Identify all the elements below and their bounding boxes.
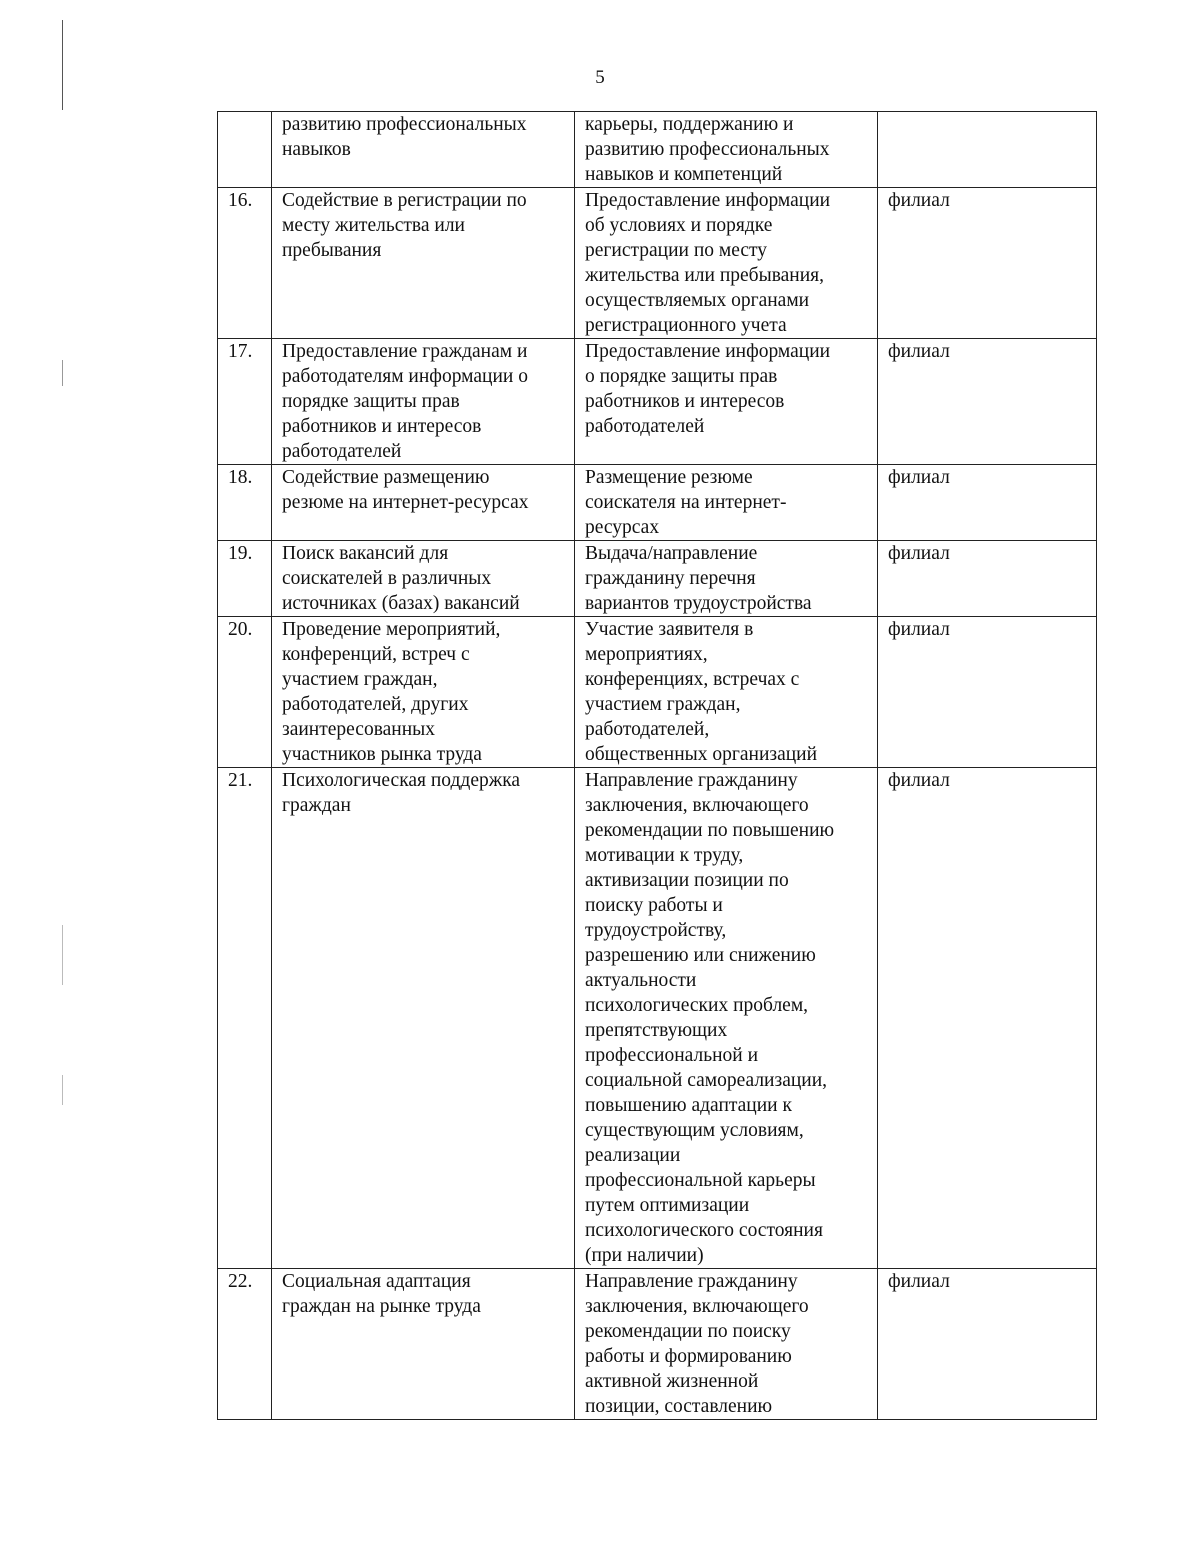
service-name-line: работодателям информации о — [282, 366, 528, 387]
service-result-cell — [575, 339, 878, 465]
service-result-line: существующим условиям, — [585, 1120, 804, 1141]
service-result-line: соискателя на интернет- — [585, 492, 787, 513]
service-name-cell — [272, 339, 575, 465]
service-result-line: работников и интересов — [585, 391, 785, 412]
service-result-line: активной жизненной — [585, 1371, 759, 1392]
service-result-line: психологического состояния — [585, 1220, 823, 1241]
service-result-line: вариантов трудоустройства — [585, 593, 812, 614]
service-result-line: поиску работы и — [585, 895, 723, 916]
service-name-line: заинтересованных — [282, 719, 436, 740]
service-name-line: резюме на интернет-ресурсах — [282, 492, 529, 513]
executor-cell: филиал — [878, 465, 1097, 541]
service-result-line: общественных организаций — [585, 744, 818, 765]
service-name-line: конференций, встреч с — [282, 644, 470, 665]
service-name-line: работников и интересов — [282, 416, 482, 437]
service-name-line: граждан — [282, 795, 351, 816]
table-row — [218, 112, 1097, 188]
service-result-line: регистрации по месту — [585, 240, 768, 261]
service-result-line: конференциях, встречах с — [585, 669, 800, 690]
service-name-line: Психологическая поддержка — [282, 770, 521, 791]
row-number: 22. — [218, 1269, 272, 1420]
service-result-line: препятствующих — [585, 1020, 728, 1041]
service-name-line: месту жительства или — [282, 215, 465, 236]
service-result-line: рекомендации по повышению — [585, 820, 835, 841]
row-number: 16. — [218, 188, 272, 339]
service-result-line: жительства или пребывания, — [585, 265, 825, 286]
service-result-line: осуществляемых органами — [585, 290, 810, 311]
service-result-line: позиции, составлению — [585, 1396, 773, 1417]
service-result-cell — [575, 768, 878, 1269]
service-result-line: развитию профессиональных — [585, 139, 830, 160]
service-name-line: пребывания — [282, 240, 382, 261]
services-table — [217, 111, 1097, 1420]
service-name-cell — [272, 465, 575, 541]
service-result-line: об условиях и порядке — [585, 215, 773, 236]
service-result-cell — [575, 617, 878, 768]
service-result-line: участием граждан, — [585, 694, 741, 715]
service-name-cell — [272, 617, 575, 768]
service-result-line: Выдача/направление — [585, 543, 758, 564]
service-result-line: активизации позиции по — [585, 870, 789, 891]
service-name-line: порядке защиты прав — [282, 391, 460, 412]
service-result-line: реализации — [585, 1145, 681, 1166]
service-result-line: работодателей — [585, 416, 705, 437]
service-name-line: Проведение мероприятий, — [282, 619, 501, 640]
row-number: 18. — [218, 465, 272, 541]
row-number: 20. — [218, 617, 272, 768]
service-result-line: навыков и компетенций — [585, 164, 783, 185]
service-result-cell — [575, 112, 878, 188]
service-name-line: источниках (базах) вакансий — [282, 593, 520, 614]
service-result-line: заключения, включающего — [585, 1296, 809, 1317]
service-name-line: Социальная адаптация — [282, 1271, 471, 1292]
service-result-line: работодателей, — [585, 719, 710, 740]
executor-cell: филиал — [878, 339, 1097, 465]
service-result-line: мотивации к труду, — [585, 845, 744, 866]
service-result-line: о порядке защиты прав — [585, 366, 778, 387]
service-result-line: разрешению или снижению — [585, 945, 816, 966]
service-result-cell — [575, 541, 878, 617]
service-result-line: актуальности — [585, 970, 697, 991]
executor-cell: филиал — [878, 768, 1097, 1269]
table-row — [218, 768, 1097, 1269]
service-name-cell — [272, 768, 575, 1269]
service-result-line: ресурсах — [585, 517, 660, 538]
executor-cell: филиал — [878, 188, 1097, 339]
service-result-line: профессиональной и — [585, 1045, 759, 1066]
service-result-line: Участие заявителя в — [585, 619, 754, 640]
service-result-line: Направление гражданину — [585, 770, 798, 791]
service-result-line: заключения, включающего — [585, 795, 809, 816]
service-name-line: навыков — [282, 139, 351, 160]
service-result-line: Предоставление информации — [585, 341, 831, 362]
service-result-line: Предоставление информации — [585, 190, 831, 211]
service-result-line: трудоустройству, — [585, 920, 727, 941]
table-row — [218, 188, 1097, 339]
service-name-line: Содействие в регистрации по — [282, 190, 527, 211]
service-result-line: Направление гражданину — [585, 1271, 798, 1292]
service-name-line: Предоставление гражданам и — [282, 341, 528, 362]
table-body — [218, 112, 1097, 1420]
service-name-cell — [272, 1269, 575, 1420]
service-name-line: работодателей, других — [282, 694, 469, 715]
service-result-cell — [575, 465, 878, 541]
service-result-line: социальной самореализации, — [585, 1070, 828, 1091]
service-result-line: карьеры, поддержанию и — [585, 114, 794, 135]
scan-edge-mark — [62, 20, 63, 110]
service-name-line: участием граждан, — [282, 669, 438, 690]
scan-edge-mark — [62, 360, 63, 386]
service-result-line: профессиональной карьеры — [585, 1170, 816, 1191]
service-name-cell — [272, 541, 575, 617]
service-result-line: (при наличии) — [585, 1245, 704, 1266]
service-name-line: соискателей в различных — [282, 568, 492, 589]
row-number: 17. — [218, 339, 272, 465]
table-row — [218, 617, 1097, 768]
row-number: 19. — [218, 541, 272, 617]
executor-cell: филиал — [878, 541, 1097, 617]
page-number: 5 — [595, 67, 605, 88]
service-result-line: путем оптимизации — [585, 1195, 750, 1216]
service-result-line: мероприятиях, — [585, 644, 708, 665]
executor-cell: филиал — [878, 617, 1097, 768]
service-result-line: Размещение резюме — [585, 467, 753, 488]
executor-cell — [878, 112, 1097, 188]
executor-cell: филиал — [878, 1269, 1097, 1420]
table-row — [218, 465, 1097, 541]
service-result-cell — [575, 1269, 878, 1420]
table-row — [218, 1269, 1097, 1420]
service-name-line: Поиск вакансий для — [282, 543, 449, 564]
service-result-line: рекомендации по поиску — [585, 1321, 791, 1342]
scan-edge-mark — [62, 925, 63, 985]
table-row — [218, 541, 1097, 617]
row-number: 21. — [218, 768, 272, 1269]
service-result-line: психологических проблем, — [585, 995, 809, 1016]
scan-edge-mark — [62, 1075, 63, 1105]
service-name-cell — [272, 188, 575, 339]
service-name-line: работодателей — [282, 441, 402, 462]
service-result-cell — [575, 188, 878, 339]
service-result-line: повышению адаптации к — [585, 1095, 792, 1116]
service-name-cell — [272, 112, 575, 188]
row-number — [218, 112, 272, 188]
service-name-line: граждан на рынке труда — [282, 1296, 481, 1317]
table-row — [218, 339, 1097, 465]
service-name-line: участников рынка труда — [282, 744, 482, 765]
service-result-line: гражданину перечня — [585, 568, 756, 589]
service-name-line: развитию профессиональных — [282, 114, 527, 135]
service-result-line: регистрационного учета — [585, 315, 787, 336]
service-name-line: Содействие размещению — [282, 467, 490, 488]
service-result-line: работы и формированию — [585, 1346, 792, 1367]
